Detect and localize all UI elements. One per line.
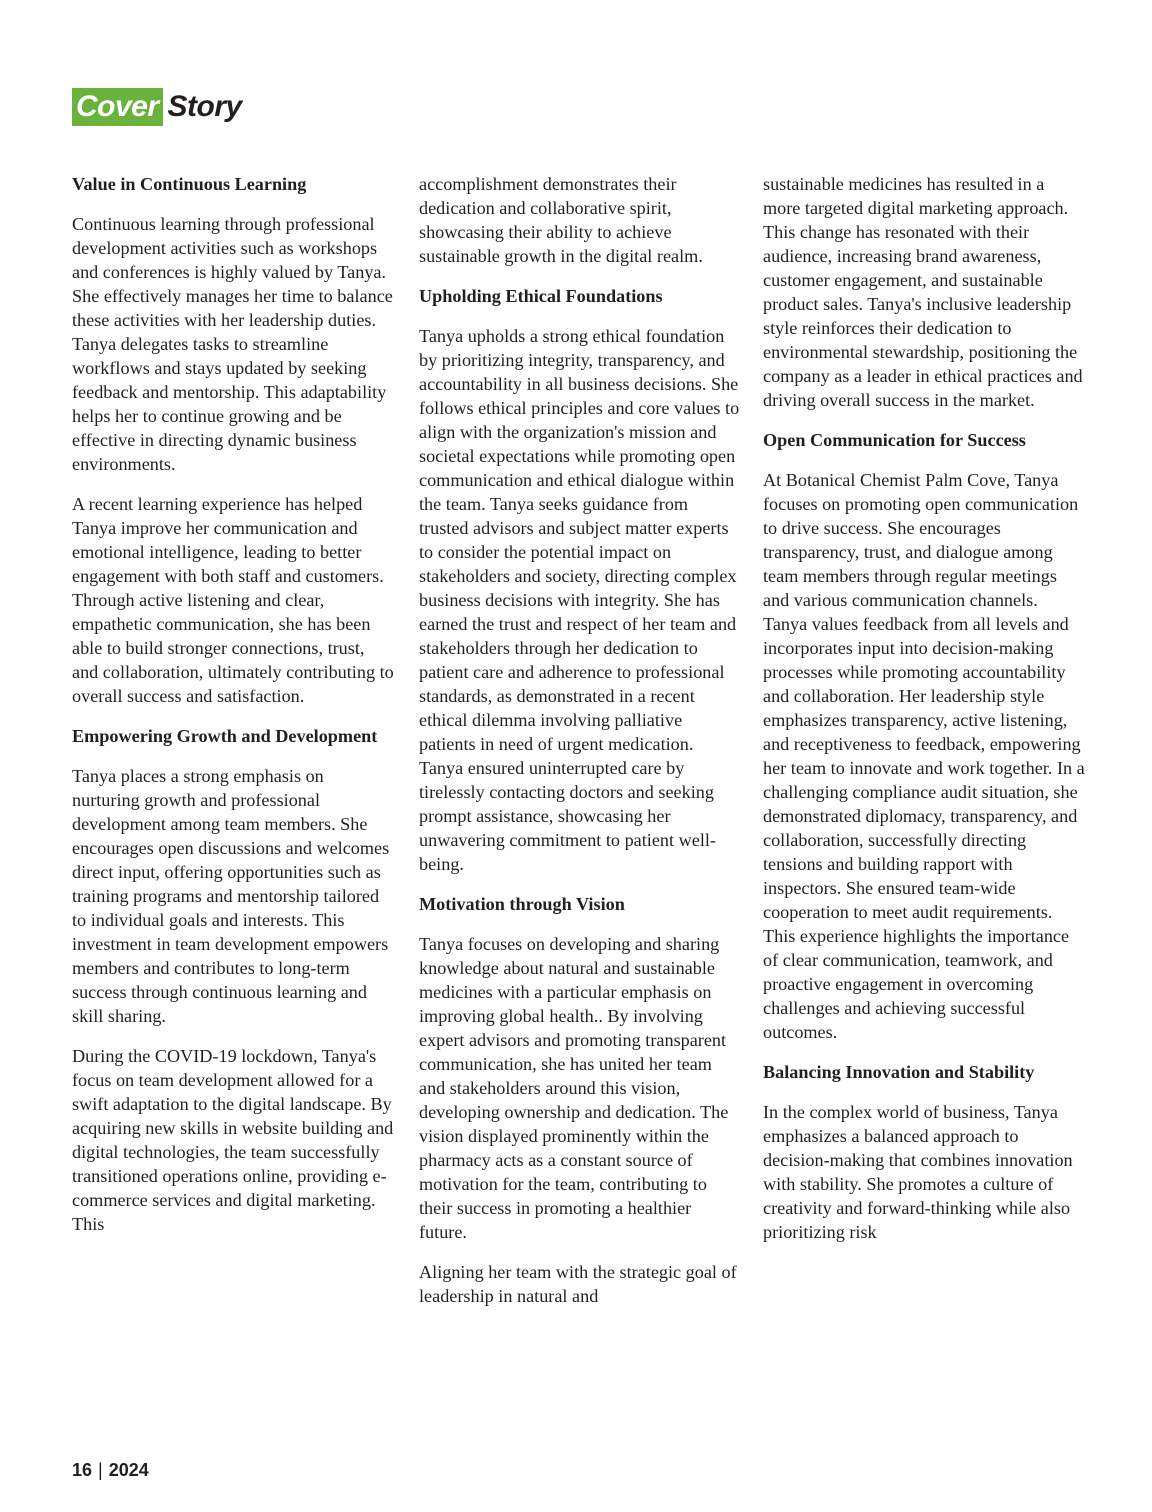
subheading: Balancing Innovation and Stability — [763, 1062, 1035, 1082]
paragraph: Tanya places a strong emphasis on nurturing growth and professional development among team members. She encourages open discussions and welcomes direct input, offering opportunities such as training programs and mentorship tailored to individual goals and interests. This investment in team development empowers members and contributes to long-term success through continuous learning and skill sharing. — [72, 766, 390, 1026]
section-header — [72, 88, 242, 126]
section-label-story: Story — [167, 90, 242, 123]
paragraph: Aligning her team with the strategic goal of leadership in natural and — [419, 1262, 737, 1306]
paragraph: sustainable medicines has resulted in a more targeted digital marketing approach. This change has resonated with their audience, increasing brand awareness, customer engagement, and sustainable product sales. Tanya's inclusive leadership style reinforces their dedication to environmental stewardship, positioning the company as a leader in ethical practices and driving overall success in the market. — [763, 174, 1083, 410]
subheading: Motivation through Vision — [419, 894, 625, 914]
article-column-1 — [72, 172, 394, 1252]
article-column-2 — [419, 172, 741, 1324]
footer-separator: | — [98, 1460, 103, 1480]
paragraph: Tanya upholds a strong ethical foundation by prioritizing integrity, transparency, and accountability in all business decisions. She follows ethical principles and core values to align with the organization's mission and societal expectations while promoting open communication and ethical dialogue within the team. Tanya seeks guidance from trusted advisors and subject matter experts to consider the potential impact on stakeholders and society, directing complex business decisions with integrity. She has earned the trust and respect of her team and stakeholders through her dedication to patient care and adherence to professional standards, as demonstrated in a recent ethical dilemma involving palliative patients in need of urgent medication. Tanya ensured uninterrupted care by tirelessly contacting doctors and seeking prompt assistance, showcasing her unwavering commitment to patient well-being. — [419, 326, 740, 874]
page-number: 16 — [72, 1460, 93, 1480]
paragraph: At Botanical Chemist Palm Cove, Tanya focuses on promoting open communication to drive success. She encourages transparency, trust, and dialogue among team members through regular meetings and various communication channels. Tanya values feedback from all levels and incorporates input into decision-making processes while promoting accountability and collaboration. Her leadership style emphasizes transparency, active listening, and receptiveness to feedback, empowering her team to innovate and work together. In a challenging compliance audit situation, she demonstrated diplomacy, transparency, and collaboration, successfully directing tensions and building rapport with inspectors. She ensured team-wide cooperation to meet audit requirements. This experience highlights the importance of clear communication, teamwork, and proactive engagement in overcoming challenges and achieving successful outcomes. — [763, 470, 1085, 1042]
subheading: Value in Continuous Learning — [72, 174, 307, 194]
paragraph: Continuous learning through professional development activities such as workshops and conferences is highly valued by Tanya. She effectively manages her time to balance these activities with her leadership duties. Tanya delegates tasks to streamline workflows and stays updated by seeking feedback and mentorship. This adaptability helps her to continue growing and be effective in directing dynamic business environments. — [72, 214, 393, 474]
subheading: Empowering Growth and Development — [72, 726, 378, 746]
paragraph: A recent learning experience has helped Tanya improve her communication and emotional intelligence, leading to better engagement with both staff and customers. Through active listening and clear, empathetic communication, she has been able to build stronger connections, trust, and collaboration, ultimately contributing to overall success and satisfaction. — [72, 494, 394, 706]
page-footer — [72, 1460, 149, 1481]
paragraph: During the COVID-19 lockdown, Tanya's focus on team development allowed for a swift adaptation to the digital landscape. By acquiring new skills in website building and digital technologies, the team successfully transitioned operations online, providing e-commerce services and digital marketing. This — [72, 1046, 394, 1234]
paragraph: accomplishment demonstrates their dedication and collaborative spirit, showcasing their ability to achieve sustainable growth in the digital realm. — [419, 174, 703, 266]
subheading: Open Communication for Success — [763, 430, 1026, 450]
issue-year: 2024 — [108, 1460, 149, 1480]
paragraph: In the complex world of business, Tanya emphasizes a balanced approach to decision-making that combines innovation with stability. She promotes a culture of creativity and forward-thinking while also prioritizing risk — [763, 1102, 1073, 1242]
subheading: Upholding Ethical Foundations — [419, 286, 663, 306]
article-column-3 — [763, 172, 1085, 1260]
section-label-cover: Cover — [72, 88, 163, 126]
paragraph: Tanya focuses on developing and sharing knowledge about natural and sustainable medicines with a particular emphasis on improving global health.. By involving expert advisors and promoting transparent communication, she has united her team and stakeholders around this vision, developing ownership and dedication. The vision displayed prominently within the pharmacy acts as a constant source of motivation for the team, contributing to their success in promoting a healthier future. — [419, 934, 729, 1242]
